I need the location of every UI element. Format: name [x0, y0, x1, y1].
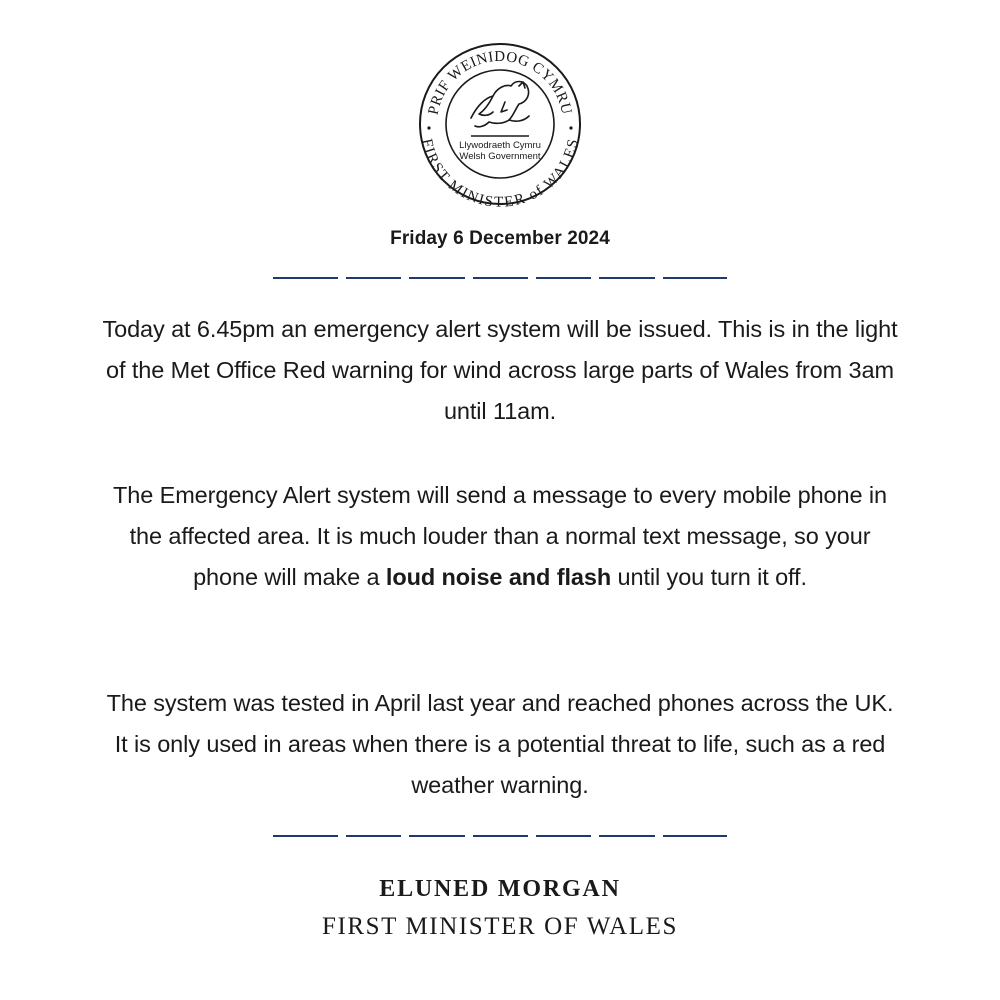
- seal-text-welsh: Llywodraeth Cymru: [459, 140, 541, 151]
- seal-icon: [419, 36, 581, 210]
- seal-text-english: Welsh Government: [459, 151, 541, 162]
- paragraph-alert-system-text: The Emergency Alert system will send a message to every mobile phone in the affected area. It is much louder than a normal text message, so your phone will make a: [113, 482, 887, 590]
- seal-text-top: PRIF WEINIDOG CYMRU: [425, 48, 575, 117]
- date-heading: Friday 6 December 2024: [390, 228, 610, 249]
- divider-top: [273, 277, 727, 279]
- signature-name: ELUNED MORGAN: [379, 876, 621, 902]
- first-minister-seal-logo: [419, 36, 581, 210]
- dragon-icon: [471, 82, 529, 127]
- paragraph-alert-time: Today at 6.45pm an emergency alert system will be issued. This is in the light of the Met Office Red warning for wind across large parts of Wales from 3am until 11am.: [102, 316, 898, 424]
- paragraph-alert-system: [100, 475, 900, 598]
- seal-text-bottom: FIRST MINISTER of WALES: [419, 137, 581, 210]
- paragraph-alert-system-text-end: until you turn it off.: [611, 564, 807, 590]
- paragraph-system-tested: The system was tested in April last year and reached phones across the UK. It is only used in areas when there is a potential threat to life, such as a red weather warning.: [106, 690, 894, 798]
- paragraph-alert-system-bold: loud noise and flash: [385, 564, 612, 590]
- signature-title: FIRST MINISTER OF WALES: [321, 913, 679, 940]
- divider-bottom: [273, 835, 727, 837]
